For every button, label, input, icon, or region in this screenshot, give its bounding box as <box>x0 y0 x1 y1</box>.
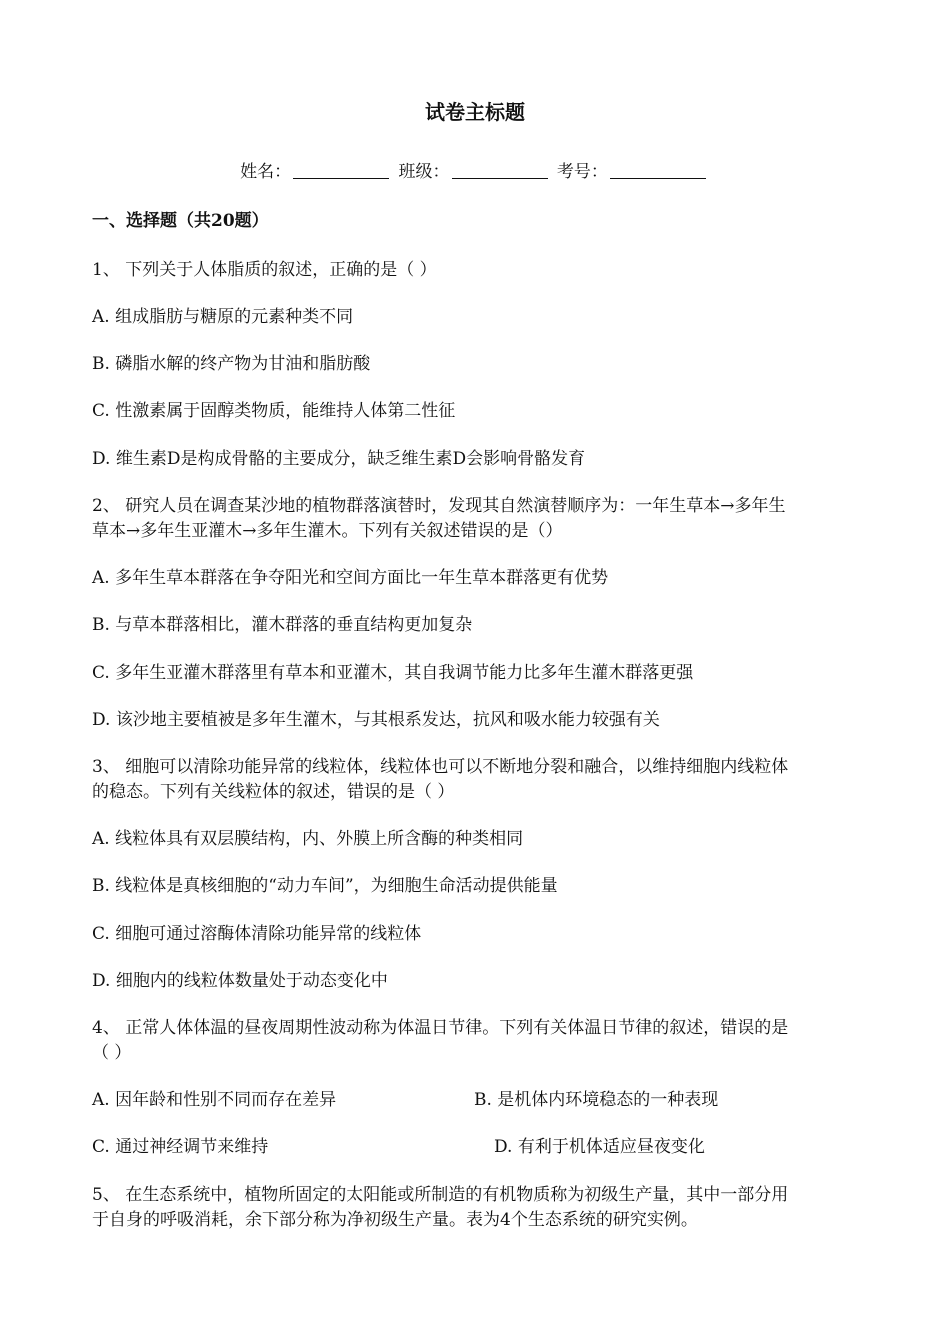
exam-no-label: 考号： <box>556 162 608 182</box>
section-heading: 一、选择题（共20题） <box>92 211 269 231</box>
question-3-option-c[interactable]: C. 细胞可通过溶酶体清除功能异常的线粒体 <box>92 924 422 944</box>
question-1-option-b[interactable]: B. 磷脂水解的终产物为甘油和脂肪酸 <box>92 354 371 374</box>
question-1-option-c[interactable]: C. 性激素属于固醇类物质，能维持人体第二性征 <box>92 401 456 421</box>
question-2-stem-line-2: 草本→多年生亚灌木→多年生灌木。下列有关叙述错误的是（） <box>92 521 563 541</box>
question-3-option-a[interactable]: A. 线粒体具有双层膜结构，内、外膜上所含酶的种类相同 <box>92 829 524 849</box>
exam-no-blank[interactable] <box>610 160 706 179</box>
question-2-stem-line-1: 2、 研究人员在调查某沙地的植物群落演替时，发现其自然演替顺序为：一年生草本→多年生 <box>92 496 786 516</box>
class-blank[interactable] <box>452 160 548 179</box>
question-3-option-b[interactable]: B. 线粒体是真核细胞的“动力车间”，为细胞生命活动提供能量 <box>92 876 558 896</box>
question-4-option-c[interactable]: C. 通过神经调节来维持 <box>92 1137 269 1157</box>
question-3-stem-line-2: 的稳态。下列有关线粒体的叙述，错误的是（ ） <box>92 782 455 802</box>
name-label: 姓名： <box>240 162 292 182</box>
name-blank[interactable] <box>293 160 389 179</box>
question-1-stem: 1、 下列关于人体脂质的叙述，正确的是（ ） <box>92 260 437 280</box>
question-5-stem-line-1: 5、 在生态系统中，植物所固定的太阳能或所制造的有机物质称为初级生产量，其中一部分用 <box>92 1185 789 1205</box>
question-3-stem-line-1: 3、 细胞可以清除功能异常的线粒体，线粒体也可以不断地分裂和融合，以维持细胞内线粒体 <box>92 757 789 777</box>
question-4-stem-line-1: 4、 正常人体体温的昼夜周期性波动称为体温日节律。下列有关体温日节律的叙述，错误的是 <box>92 1018 789 1038</box>
question-4-option-b[interactable]: B. 是机体内环境稳态的一种表现 <box>474 1090 719 1110</box>
student-info-row <box>0 159 950 185</box>
question-1-option-a[interactable]: A. 组成脂肪与糖原的元素种类不同 <box>92 307 354 327</box>
question-4-option-d[interactable]: D. 有利于机体适应昼夜变化 <box>494 1137 705 1157</box>
question-5-stem-line-2: 于自身的呼吸消耗，余下部分称为净初级生产量。表为4个生态系统的研究实例。 <box>92 1210 698 1230</box>
question-2-option-b[interactable]: B. 与草本群落相比，灌木群落的垂直结构更加复杂 <box>92 615 473 635</box>
question-2-option-a[interactable]: A. 多年生草本群落在争夺阳光和空间方面比一年生草本群落更有优势 <box>92 568 609 588</box>
question-2-option-d[interactable]: D. 该沙地主要植被是多年生灌木，与其根系发达，抗风和吸水能力较强有关 <box>92 710 660 730</box>
question-3-option-d[interactable]: D. 细胞内的线粒体数量处于动态变化中 <box>92 971 388 991</box>
class-label: 班级： <box>398 162 450 182</box>
question-2-option-c[interactable]: C. 多年生亚灌木群落里有草本和亚灌木，其自我调节能力比多年生灌木群落更强 <box>92 663 694 683</box>
exam-title: 试卷主标题 <box>425 100 525 124</box>
question-4-option-a[interactable]: A. 因年龄和性别不同而存在差异 <box>92 1090 337 1110</box>
question-1-option-d[interactable]: D. 维生素D是构成骨骼的主要成分，缺乏维生素D会影响骨骼发育 <box>92 449 586 469</box>
question-4-stem-line-2: （ ） <box>92 1043 132 1063</box>
